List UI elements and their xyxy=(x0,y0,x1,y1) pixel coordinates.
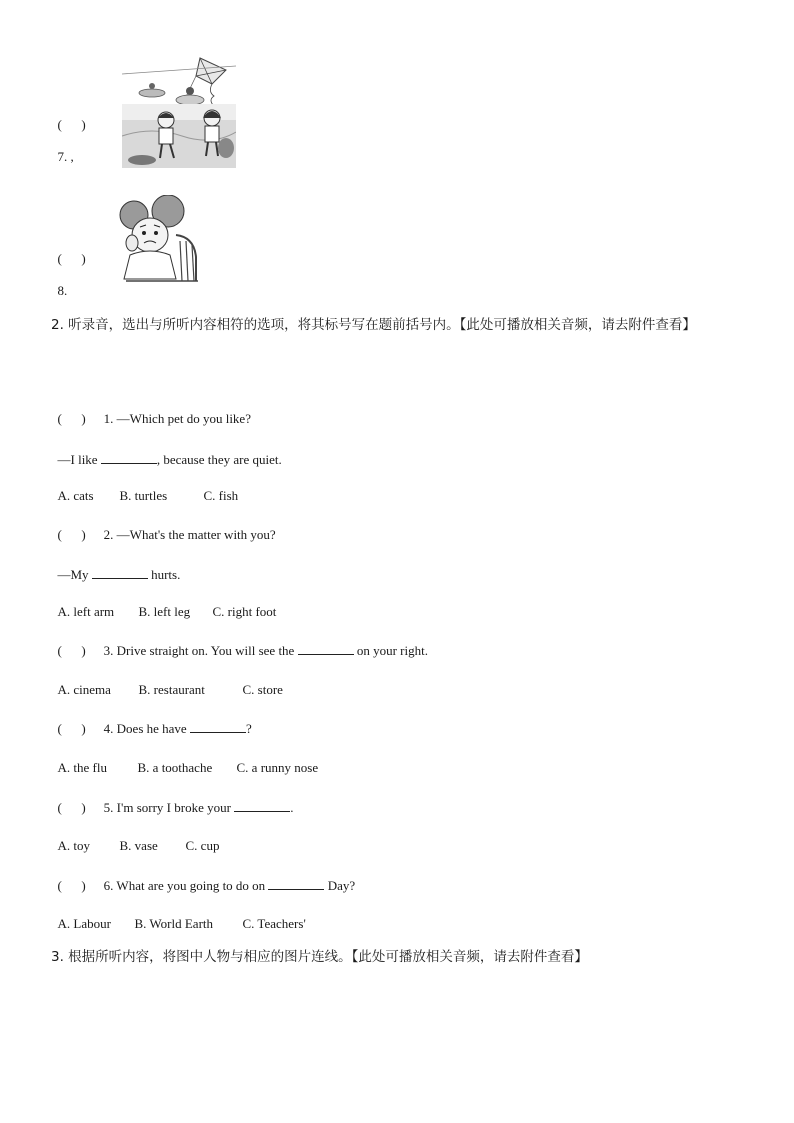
answer-line-text: —My xyxy=(57,567,92,582)
option-b[interactable]: B. restaurant xyxy=(138,682,205,697)
options-6 xyxy=(51,900,306,932)
answer-line-2 xyxy=(51,550,180,583)
option-c[interactable]: C. store xyxy=(242,682,283,697)
question-8 xyxy=(51,235,86,299)
option-b[interactable]: B. a toothache xyxy=(137,760,213,775)
option-a[interactable]: A. cinema xyxy=(57,682,111,697)
question-2-3 xyxy=(51,626,428,659)
answer-paren[interactable]: ( ) xyxy=(57,527,86,542)
section-2-heading: 2. 听录音，选出与所听内容相符的选项，将其标号写在题前括号内。【此处可播放相关音频，请去附件查看】 xyxy=(51,317,696,333)
question-text: 5. I'm sorry I broke your xyxy=(103,800,235,815)
question-label: 7. , xyxy=(57,149,74,164)
option-c[interactable]: C. fish xyxy=(203,488,239,503)
answer-paren[interactable]: ( ) xyxy=(57,411,86,426)
options-1 xyxy=(51,472,238,504)
answer-paren[interactable]: ( ) xyxy=(57,800,86,815)
option-c[interactable]: C. Teachers' xyxy=(242,916,306,931)
question-label: 8. xyxy=(57,283,68,298)
option-a[interactable]: A. cats xyxy=(57,488,94,503)
option-b[interactable]: B. turtles xyxy=(119,488,168,503)
question-2-4 xyxy=(51,704,252,737)
option-b[interactable]: B. vase xyxy=(119,838,158,853)
option-a[interactable]: A. left arm xyxy=(57,604,115,619)
answer-paren[interactable]: ( ) xyxy=(57,251,86,266)
question-7 xyxy=(51,101,86,165)
option-a[interactable]: A. the flu xyxy=(57,760,107,775)
question-text: Day? xyxy=(324,878,356,893)
fill-blank[interactable] xyxy=(234,799,290,812)
answer-paren[interactable]: ( ) xyxy=(57,721,86,736)
options-4 xyxy=(51,744,318,776)
fill-blank[interactable] xyxy=(190,720,246,733)
question-2-2 xyxy=(51,511,276,543)
option-b[interactable]: B. left leg xyxy=(138,604,191,619)
question-text: 6. What are you going to do on xyxy=(103,878,269,893)
fill-blank[interactable] xyxy=(101,451,157,464)
sick-girl-picture xyxy=(116,195,202,287)
kite-flying-picture xyxy=(122,48,236,168)
answer-line-text: , because they are quiet. xyxy=(156,452,282,467)
answer-paren[interactable]: ( ) xyxy=(57,878,86,893)
section-3-heading: 3. 根据所听内容，将图中人物与相应的图片连线。【此处可播放相关音频，请去附件查看】 xyxy=(51,949,588,965)
question-text: ? xyxy=(245,721,252,736)
question-text: . xyxy=(290,800,294,815)
fill-blank[interactable] xyxy=(298,642,354,655)
answer-paren[interactable]: ( ) xyxy=(57,643,86,658)
option-c[interactable]: C. right foot xyxy=(212,604,277,619)
question-text: 3. Drive straight on. You will see the xyxy=(103,643,298,658)
option-c[interactable]: C. cup xyxy=(185,838,220,853)
answer-line-1 xyxy=(51,435,282,468)
answer-paren[interactable]: ( ) xyxy=(57,117,86,132)
fill-blank[interactable] xyxy=(92,566,148,579)
question-text: 1. —Which pet do you like? xyxy=(103,411,251,426)
fill-blank[interactable] xyxy=(268,877,324,890)
options-3 xyxy=(51,666,283,698)
options-2 xyxy=(51,588,276,620)
question-2-1 xyxy=(51,395,251,427)
question-text: 2. —What's the matter with you? xyxy=(103,527,276,542)
answer-line-text: hurts. xyxy=(147,567,181,582)
question-text: on your right. xyxy=(353,643,428,658)
options-5 xyxy=(51,822,219,854)
question-text: 4. Does he have xyxy=(103,721,190,736)
option-a[interactable]: A. toy xyxy=(57,838,90,853)
option-c[interactable]: C. a runny nose xyxy=(236,760,319,775)
answer-line-text: —I like xyxy=(57,452,101,467)
option-b[interactable]: B. World Earth xyxy=(134,916,214,931)
option-a[interactable]: A. Labour xyxy=(57,916,111,931)
question-2-5 xyxy=(51,783,293,816)
question-2-6 xyxy=(51,861,355,894)
